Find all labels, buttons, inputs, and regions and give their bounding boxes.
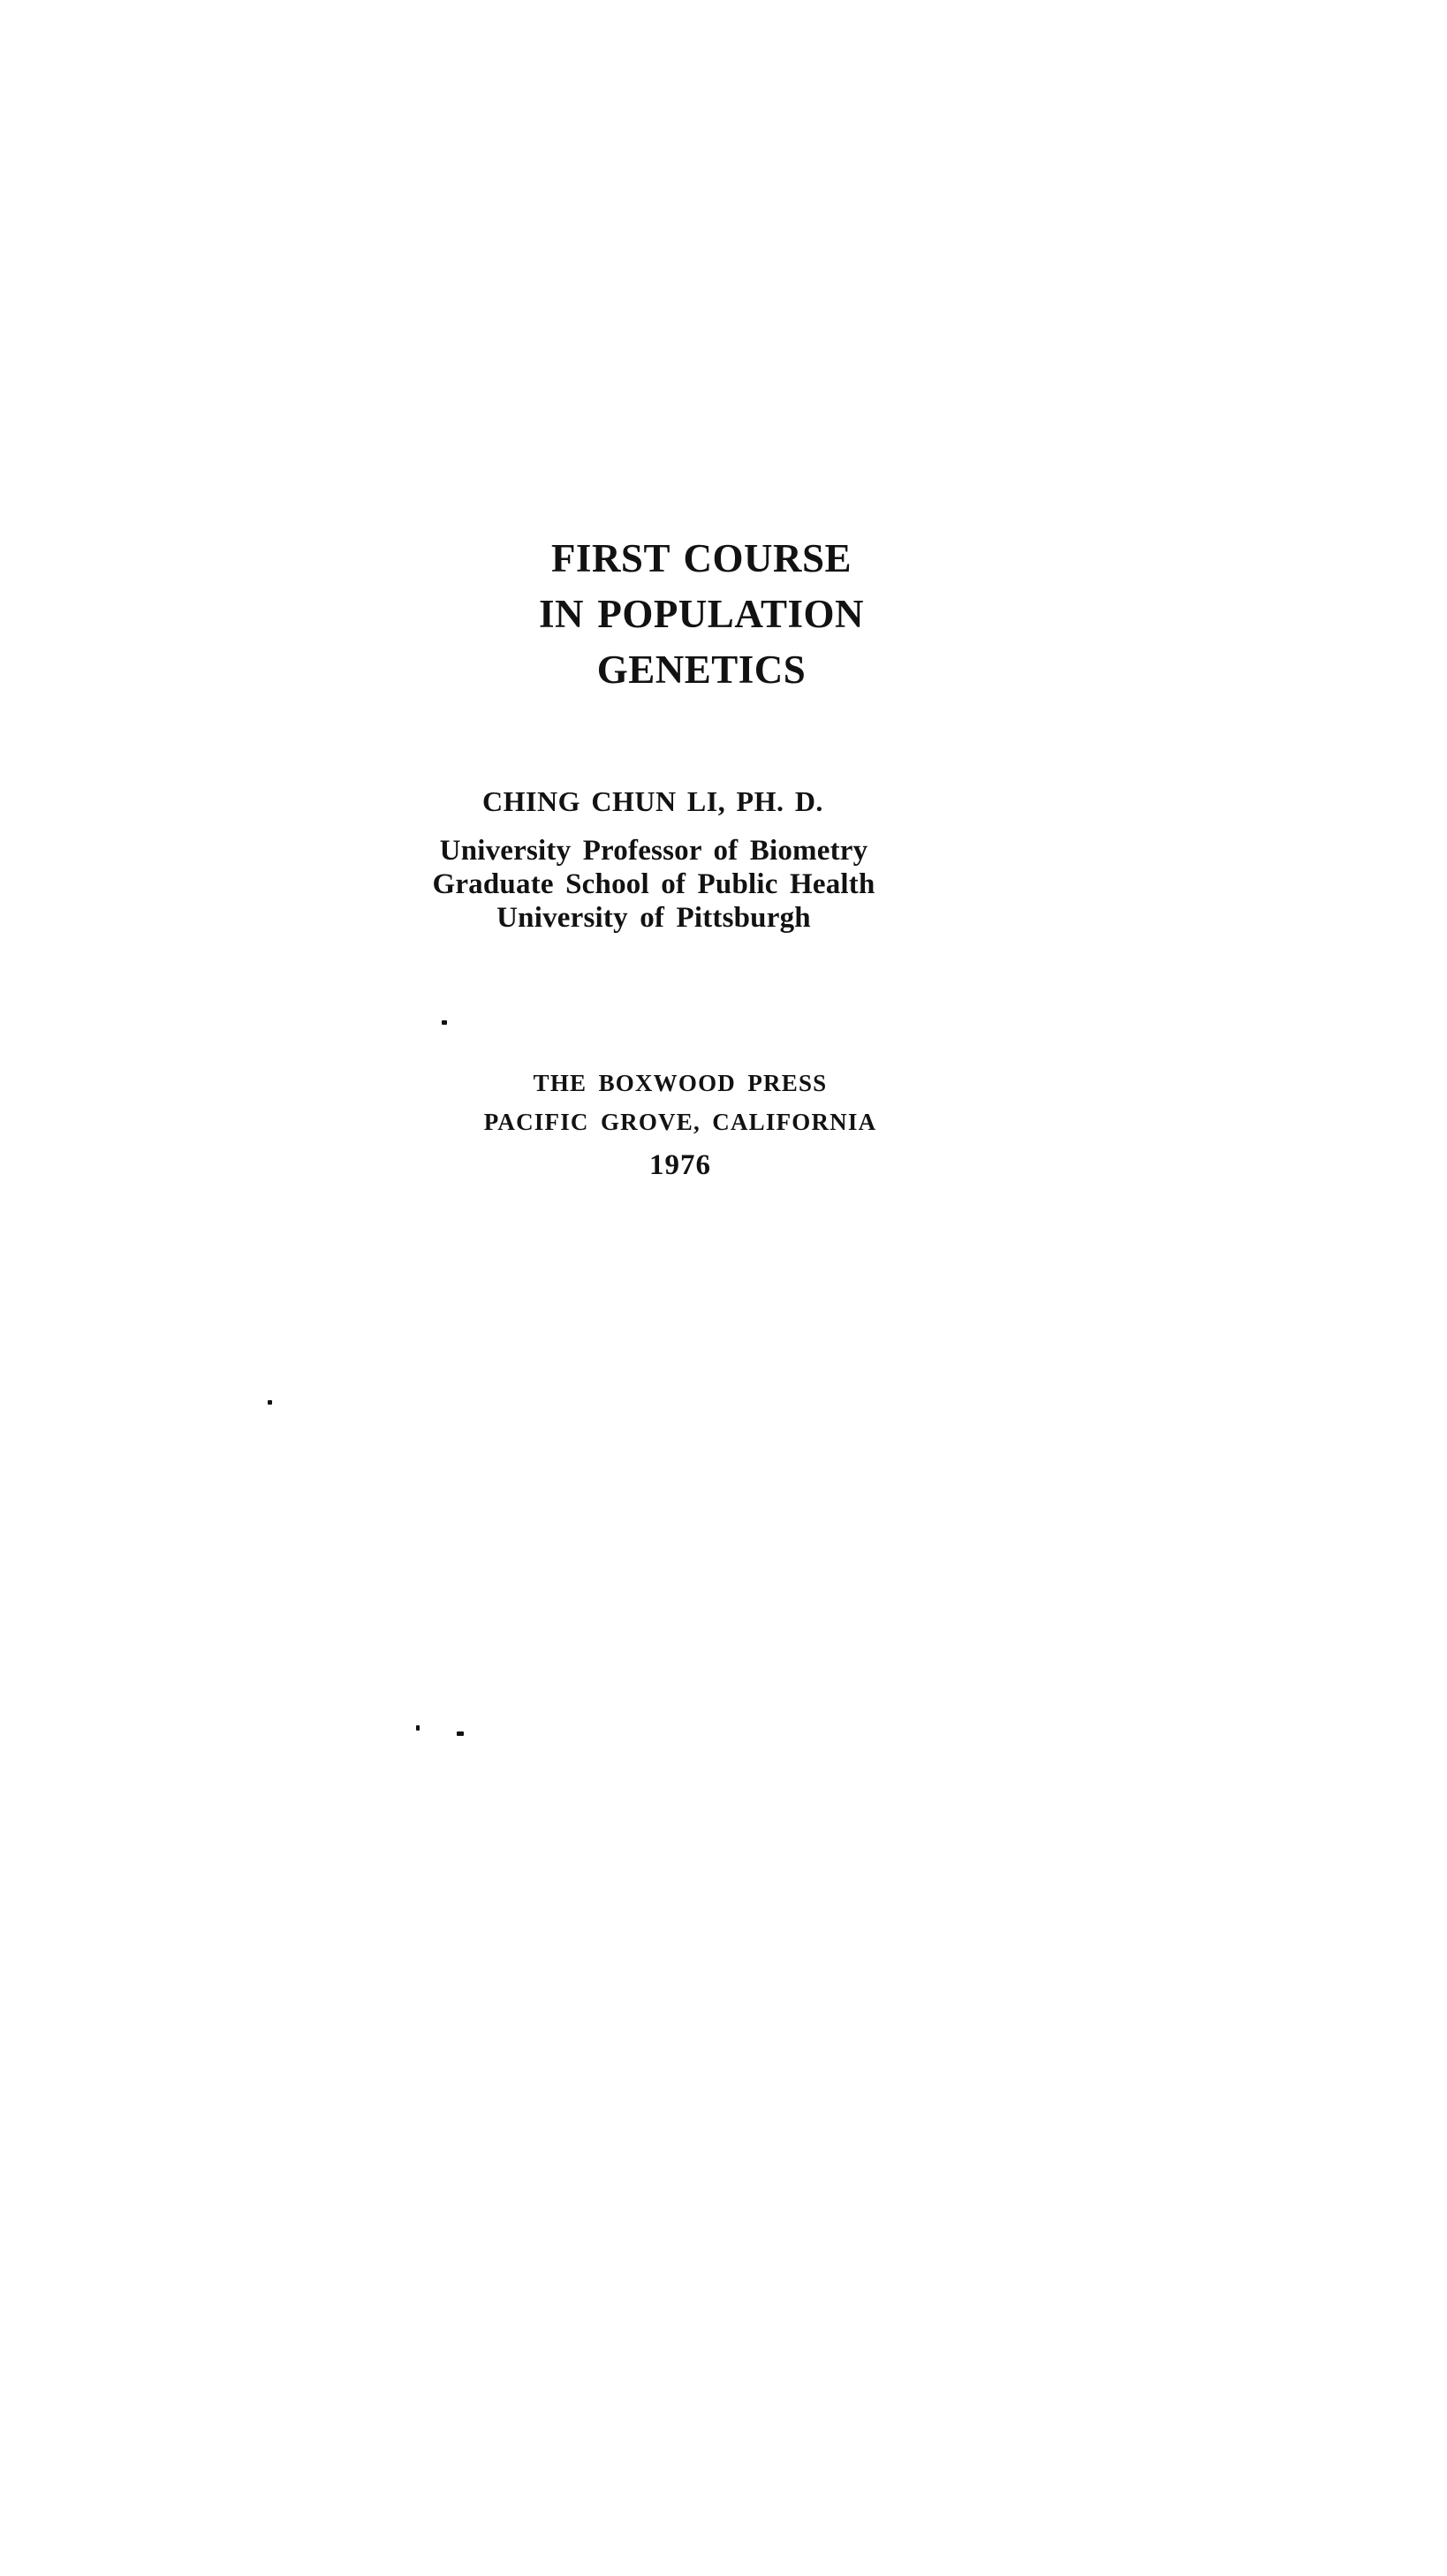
affiliation-line-3: University of Pittsburgh xyxy=(496,902,811,934)
book-title xyxy=(392,531,1011,698)
publication-year: 1976 xyxy=(649,1149,711,1181)
book-title-line-3: GENETICS xyxy=(596,648,807,692)
scan-speck xyxy=(457,1731,464,1736)
scan-speck xyxy=(416,1725,420,1731)
scan-speck xyxy=(442,1020,447,1025)
author-name: CHING CHUN LI, PH. D. xyxy=(482,785,823,817)
book-title-line-1: FIRST COURSE xyxy=(550,536,852,580)
publisher-name: THE BOXWOOD PRESS xyxy=(533,1070,828,1096)
affiliation-line-1: University Professor of Biometry xyxy=(439,835,868,867)
scan-speck xyxy=(268,1400,272,1405)
affiliation-line-2: Graduate School of Public Health xyxy=(432,868,875,900)
imprint xyxy=(371,1064,989,1185)
author-affiliation xyxy=(345,834,963,935)
book-title-line-2: IN POPULATION xyxy=(538,592,865,636)
publisher-location: PACIFIC GROVE, CALIFORNIA xyxy=(483,1109,877,1135)
